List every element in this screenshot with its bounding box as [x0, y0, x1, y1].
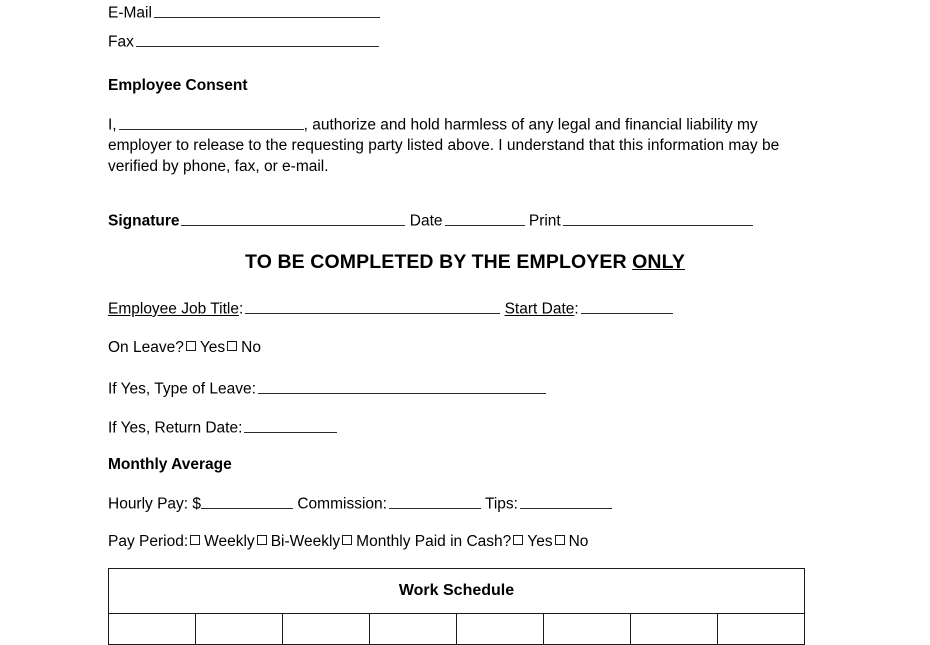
hourly-pay-label: Hourly Pay: $: [108, 495, 202, 513]
print-blank-line[interactable]: [563, 210, 753, 226]
paid-in-cash-no-label: No: [568, 533, 589, 550]
fax-field-row: [108, 31, 379, 52]
date-blank-line[interactable]: [445, 210, 525, 226]
pay-period-weekly-label: Weekly: [204, 533, 255, 550]
work-schedule-cell[interactable]: [718, 614, 805, 645]
employer-heading-prefix: TO BE COMPLETED BY THE EMPLOYER: [245, 251, 633, 273]
monthly-average-heading: Monthly Average: [108, 456, 232, 473]
start-date-colon: :: [574, 300, 579, 318]
work-schedule-title-row: [109, 569, 805, 614]
job-title-colon: :: [238, 300, 244, 318]
work-schedule-cell[interactable]: [544, 614, 631, 645]
commission-label: Commission:: [297, 495, 387, 513]
pay-amounts-row: [108, 493, 612, 514]
pay-period-biweekly-checkbox[interactable]: [257, 535, 267, 545]
work-schedule-cell[interactable]: [109, 614, 196, 645]
print-label: Print: [528, 212, 561, 230]
work-schedule-column-row: [109, 614, 805, 645]
fax-blank-line[interactable]: [136, 31, 379, 47]
signature-label: Signature: [108, 212, 180, 230]
pay-period-monthly-label: Monthly: [356, 533, 411, 550]
employer-heading-emphasis: ONLY: [632, 251, 685, 273]
start-date-label: Start Date: [504, 300, 575, 318]
on-leave-yes-checkbox[interactable]: [186, 341, 196, 351]
consent-body-text: , authorize and hold harmless of any legal and financial liability my employer to release to the requesting party listed above. I understand that this information may be verified by phone, fax, or e-mail.: [108, 116, 780, 175]
on-leave-no-label: No: [241, 339, 261, 356]
work-schedule-cell[interactable]: [631, 614, 718, 645]
return-date-blank-line[interactable]: [244, 417, 337, 433]
employer-section-heading: [0, 250, 930, 274]
signature-row: [108, 210, 753, 231]
tips-blank-line[interactable]: [520, 493, 612, 509]
job-title-blank-line[interactable]: [245, 298, 500, 314]
return-date-row: [108, 417, 337, 438]
return-date-label: If Yes, Return Date:: [108, 419, 243, 437]
email-field-row: [108, 2, 380, 23]
fax-label: Fax: [108, 33, 134, 51]
consent-paragraph: [108, 114, 798, 177]
signature-blank-line[interactable]: [181, 210, 405, 226]
on-leave-row: [108, 338, 261, 357]
tips-label: Tips:: [484, 495, 518, 513]
work-schedule-title-cell: Work Schedule: [109, 569, 805, 614]
pay-period-monthly-checkbox[interactable]: [342, 535, 352, 545]
on-leave-label: On Leave?: [108, 339, 184, 356]
on-leave-yes-label: Yes: [199, 339, 226, 356]
on-leave-no-checkbox[interactable]: [227, 341, 237, 351]
work-schedule-cell[interactable]: [457, 614, 544, 645]
work-schedule-cell[interactable]: [196, 614, 283, 645]
pay-period-weekly-checkbox[interactable]: [190, 535, 200, 545]
pay-period-label: Pay Period:: [108, 533, 189, 550]
email-blank-line[interactable]: [154, 2, 380, 18]
employee-consent-heading: Employee Consent: [108, 77, 248, 94]
job-title-label: Employee Job Title: [108, 300, 239, 318]
commission-blank-line[interactable]: [389, 493, 481, 509]
job-title-row: [108, 298, 673, 319]
paid-in-cash-yes-checkbox[interactable]: [513, 535, 523, 545]
paid-in-cash-label: Paid in Cash?: [414, 533, 512, 550]
paid-in-cash-yes-label: Yes: [527, 533, 553, 550]
pay-period-row: [108, 532, 588, 551]
consent-name-blank[interactable]: [119, 114, 304, 130]
work-schedule-table: [108, 568, 805, 645]
consent-lead-text: I,: [108, 116, 117, 134]
work-schedule-cell[interactable]: [370, 614, 457, 645]
type-of-leave-row: [108, 378, 546, 399]
paid-in-cash-no-checkbox[interactable]: [555, 535, 565, 545]
date-label: Date: [409, 212, 443, 230]
email-label: E-Mail: [108, 4, 152, 22]
start-date-blank-line[interactable]: [581, 298, 673, 314]
pay-period-biweekly-label: Bi-Weekly: [270, 533, 341, 550]
type-of-leave-blank-line[interactable]: [258, 378, 546, 394]
type-of-leave-label: If Yes, Type of Leave:: [108, 380, 256, 398]
work-schedule-cell[interactable]: [283, 614, 370, 645]
hourly-pay-blank-line[interactable]: [201, 493, 293, 509]
